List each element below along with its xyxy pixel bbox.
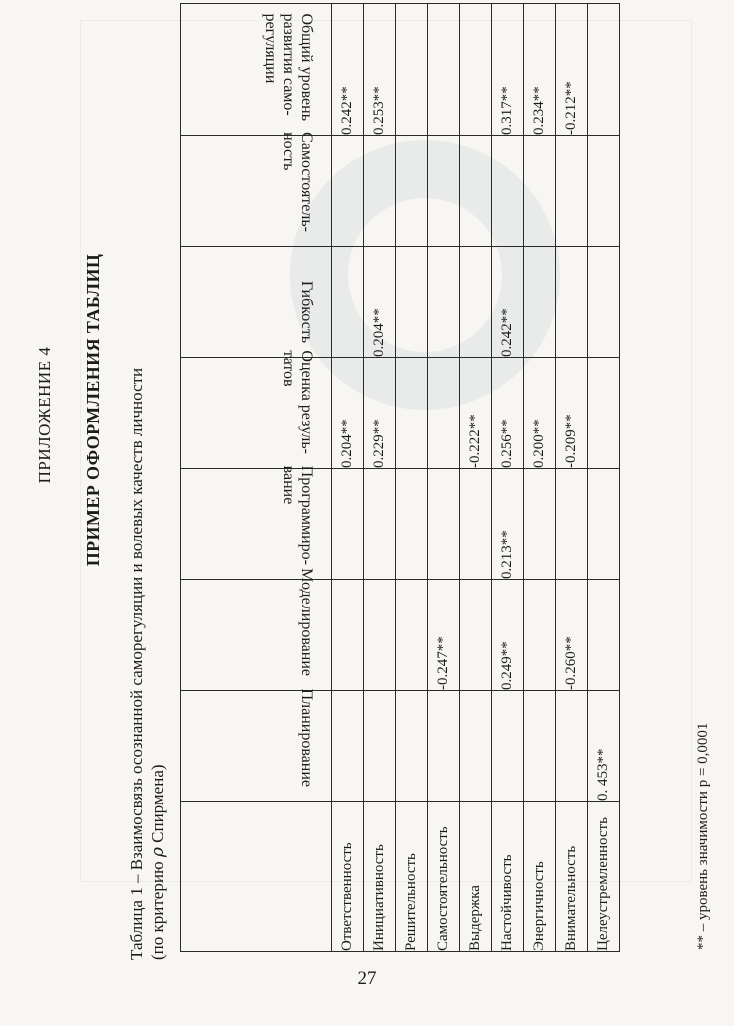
column-header-line: Оценка резуль- [298,350,315,454]
table-cell [428,136,460,247]
table-cell [588,4,620,136]
row-label: Самостоятельность [428,802,460,952]
table-cell [428,691,460,802]
table-header-row [181,4,332,952]
table-cell: -0.222** [460,358,492,469]
table-cell [396,691,428,802]
table-cell [492,136,524,247]
table-cell [460,691,492,802]
table-cell: 0.317** [492,4,524,136]
table-cell: 0.229** [364,358,396,469]
rho-symbol: ρ [148,847,168,858]
table-cell: 0.253** [364,4,396,136]
table-cell [460,136,492,247]
table-cell: 0.249** [492,580,524,691]
appendix-heading: ПРИЛОЖЕНИЕ 4 [35,346,54,484]
table-cell [396,4,428,136]
table-row [332,4,364,952]
table-row [460,4,492,952]
column-header [181,688,332,802]
table-cell [460,580,492,691]
table-cell: 0.234** [524,4,556,136]
table-cell: 0.213** [492,469,524,580]
table-cell [428,358,460,469]
column-header [181,465,332,580]
table-cell: -0.209** [556,358,588,469]
table-cell: 0.200** [524,358,556,469]
table-cell: 0.256** [492,358,524,469]
caption-line-2: (по критерию ρ Спирмена) [148,764,168,960]
column-header [181,132,332,247]
table-cell [364,691,396,802]
table-cell [396,358,428,469]
column-header-line: татов [280,350,297,387]
table-cell [460,247,492,358]
table-cell [524,247,556,358]
table-row [588,4,620,952]
table-cell [364,469,396,580]
correlation-table [180,3,620,952]
row-label: Ответственность [332,802,364,952]
row-label: Решительность [396,802,428,952]
table-cell [396,136,428,247]
table-cell: -0.260** [556,580,588,691]
table-cell [332,136,364,247]
caption-line-1: Таблица 1 – Взаимосвязь осознанной саморегуляции и волевых качеств личности [127,367,146,960]
column-header [181,4,332,136]
table-cell [556,136,588,247]
table-cell: -0.212** [556,4,588,136]
table-cell [588,247,620,358]
row-label: Инициативность [364,802,396,952]
table-row [492,4,524,952]
row-label: Целеустремленность [588,802,620,952]
table-cell [492,691,524,802]
table-cell [396,247,428,358]
column-header-line: Программиро- [298,465,315,565]
column-header-line: Планирование [298,688,315,787]
table-cell [364,136,396,247]
table-row [524,4,556,952]
page-number: 27 [357,968,377,989]
table-row [556,4,588,952]
table-cell [524,691,556,802]
column-header [181,568,332,691]
table-cell [364,580,396,691]
column-header-line: Моделирование [298,568,315,676]
table-cell [428,247,460,358]
table-cell [428,4,460,136]
row-label: Энергичность [524,802,556,952]
table-cell [588,136,620,247]
table-cell: -0.247** [428,580,460,691]
table-cell [332,580,364,691]
table-cell [556,691,588,802]
table-cell: 0.242** [332,4,364,136]
column-header-line: развития само- [280,13,297,116]
table-cell [396,469,428,580]
table-row [364,4,396,952]
table-cell [524,469,556,580]
column-header-line: Самостоятель- [298,132,315,232]
table-cell [332,691,364,802]
table-cell [332,469,364,580]
table-cell: 0.204** [364,247,396,358]
column-header-line: вание [280,465,297,505]
table-cell [588,580,620,691]
column-header-line: регуляции [262,13,279,84]
section-title: ПРИМЕР ОФОРМЛЕНИЯ ТАБЛИЦ [83,253,103,567]
header-corner [181,802,332,952]
column-header-line: Гибкость [298,280,315,343]
table-caption [126,60,169,960]
table-row [428,4,460,952]
row-label: Внимательность [556,802,588,952]
table-cell [556,247,588,358]
table-cell: 0.204** [332,358,364,469]
table-cell: 0.242** [492,247,524,358]
column-header-line: Общий уровень [298,13,315,121]
table-cell [428,469,460,580]
table-cell [588,469,620,580]
table-cell [396,580,428,691]
column-header [181,350,332,469]
table-body [332,4,620,952]
column-header [181,247,332,358]
table-cell [460,4,492,136]
row-label: Выдержка [460,802,492,952]
table-cell [524,136,556,247]
footnote: ** – уровень значимости p = 0,0001 [695,722,711,950]
table-cell [332,247,364,358]
table-cell [588,358,620,469]
table-cell [524,580,556,691]
table-cell: 0. 453** [588,691,620,802]
row-label: Настойчивость [492,802,524,952]
table-cell [556,469,588,580]
column-header-line: ность [280,132,297,171]
table-row [396,4,428,952]
table-cell [460,469,492,580]
